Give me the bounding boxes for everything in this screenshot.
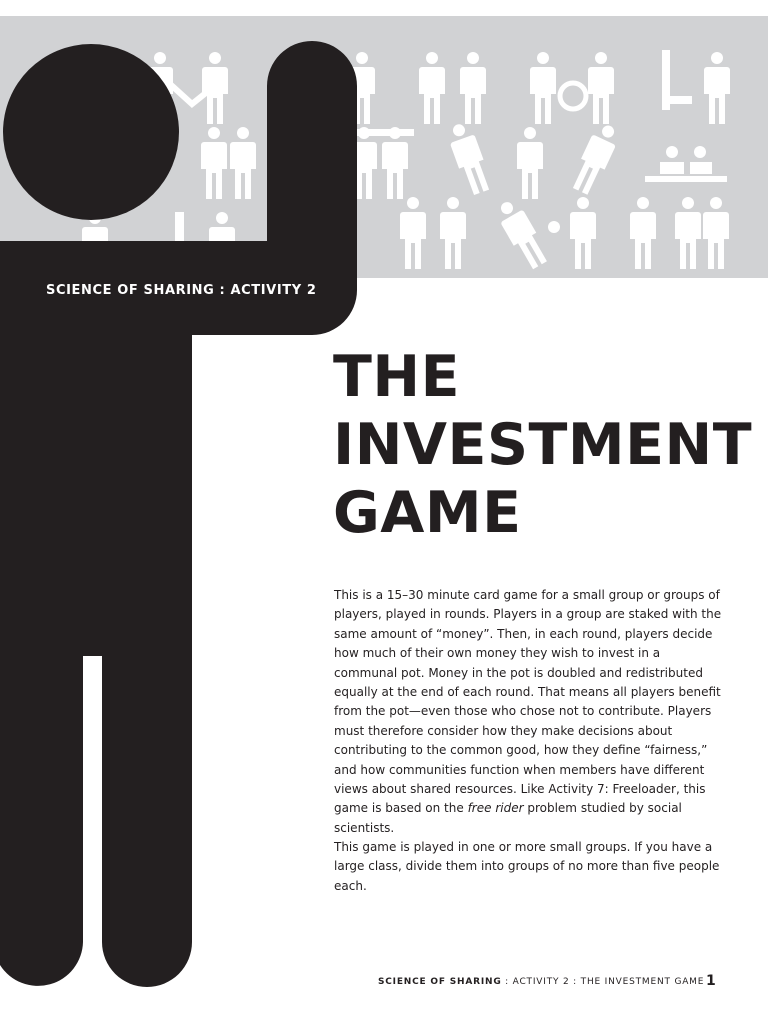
running-footer	[378, 977, 705, 987]
free-rider-term: free rider	[467, 801, 524, 816]
activity-label: SCIENCE OF SHARING : ACTIVITY 2	[46, 283, 317, 298]
page-title	[333, 343, 753, 547]
footer-series: SCIENCE OF SHARING	[378, 977, 502, 987]
figure-head	[3, 44, 179, 220]
page-number: 1	[706, 973, 716, 989]
title-line: INVESTMENT	[333, 412, 753, 478]
intro-paragraph	[334, 586, 726, 838]
grouping-paragraph: This game is played in one or more small groups. If you have a large class, divide them into groups of no more than five people each.	[334, 840, 720, 893]
title-line: GAME	[333, 480, 522, 546]
footer-rest: : ACTIVITY 2 : THE INVESTMENT GAME	[501, 977, 705, 987]
intro-text: This is a 15–30 minute card game for a small group or groups of players, played in rounds. Players in a group are staked with the same amount of “money”. Then, in each round, players decide how much of their own money they wish to invest in a communal pot. Money in the pot is doubled and redistributed equally at the end of each round. That means all players benefit from the pot—even those who chose not to contribute. Players must therefore consider how they make decisions about contributing to the common good, how they define “fairness,” and how communities function when members have different views about shared resources. Like Activity 7: Freeloader, this game is based on the	[334, 588, 722, 816]
title-line: THE	[333, 344, 461, 410]
intro-text-end: problem studied by social scientists.	[334, 801, 682, 835]
